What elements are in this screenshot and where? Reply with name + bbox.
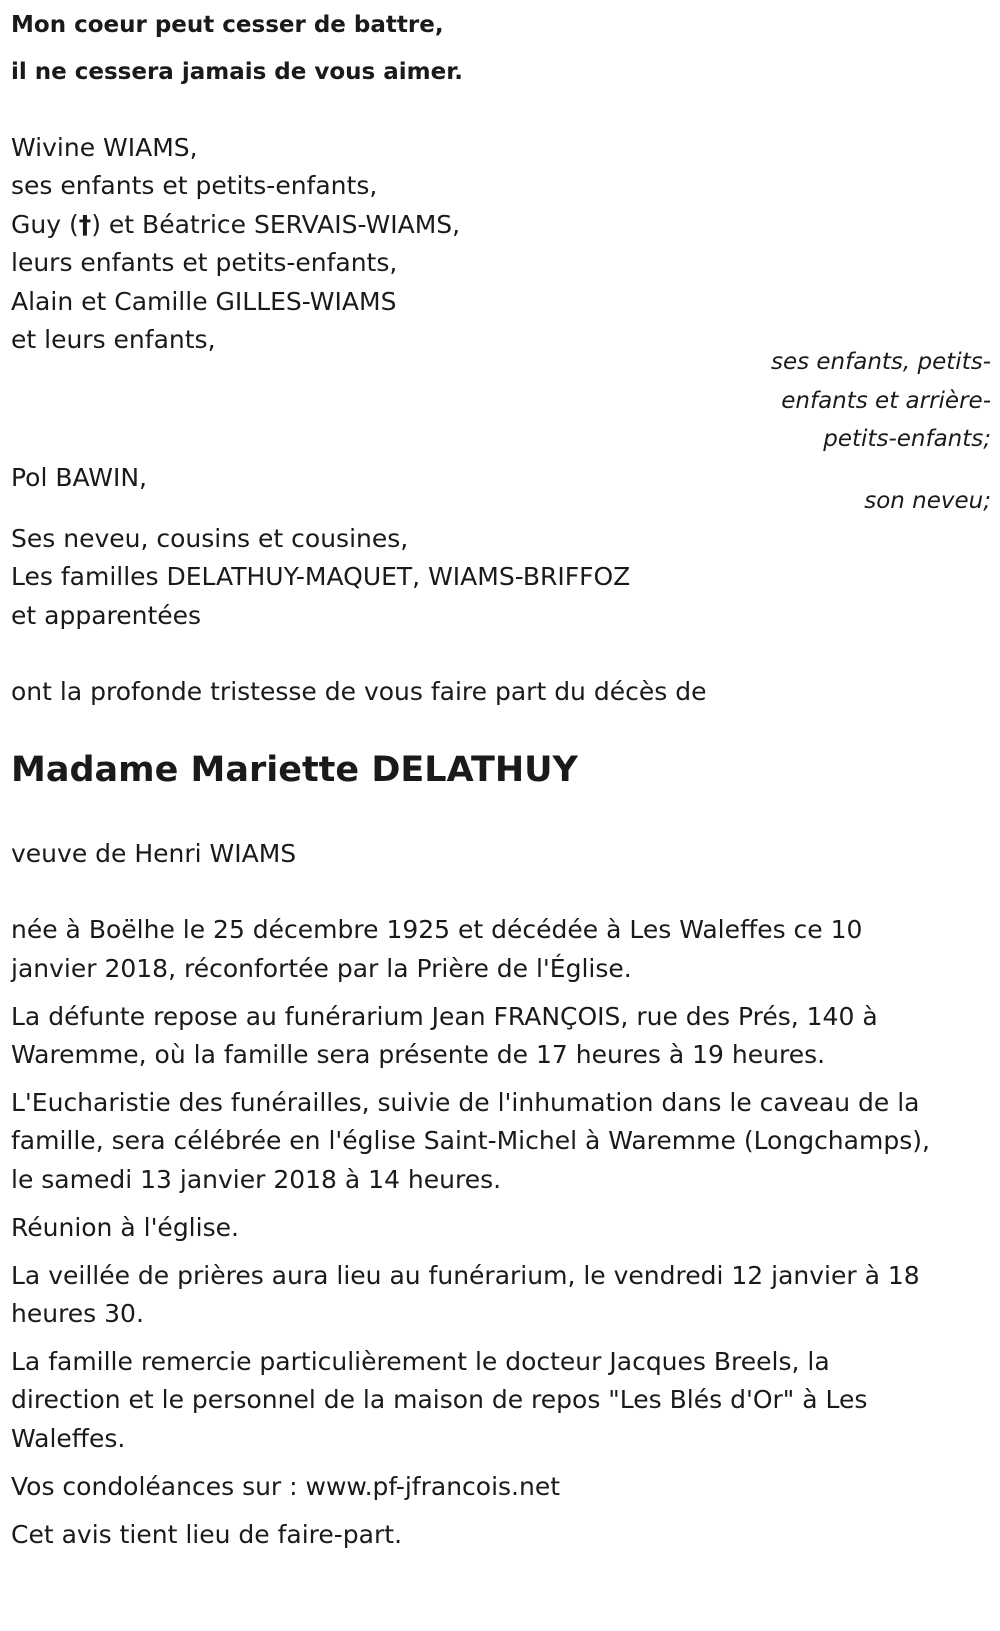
family-line-3-start: Guy ( xyxy=(11,210,79,239)
condolences-line: Vos condoléances sur : www.pf-jfrancois.net xyxy=(11,1472,561,1501)
spouse-line: veuve de Henri WIAMS xyxy=(11,839,297,868)
pol-bawin: Pol BAWIN, xyxy=(11,463,147,492)
epigraph-line-1: Mon coeur peut cesser de battre, xyxy=(11,12,444,38)
thanks-line-2: direction et le personnel de la maison de repos "Les Blés d'Or" à Les xyxy=(11,1385,868,1414)
funeral-line-3: le samedi 13 janvier 2018 à 14 heures. xyxy=(11,1165,502,1194)
family-line-5: Alain et Camille GILLES-WIAMS xyxy=(11,287,397,316)
extended-family-line-3: et apparentées xyxy=(11,601,202,630)
family-line-6: et leurs enfants, xyxy=(11,325,216,354)
thanks-line-1: La famille remercie particulièrement le docteur Jacques Breels, la xyxy=(11,1347,830,1376)
funeral-line-1: L'Eucharistie des funérailles, suivie de l'inhumation dans le caveau de la xyxy=(11,1088,920,1117)
birth-death-line-2: janvier 2018, réconfortée par la Prière de l'Église. xyxy=(11,954,632,983)
deceased-name: Madame Mariette DELATHUY xyxy=(11,750,578,790)
announcement: ont la profonde tristesse de vous faire part du décès de xyxy=(11,677,707,706)
extended-family-line-1: Ses neveu, cousins et cousines, xyxy=(11,524,409,553)
vigil-line-1: La veillée de prières aura lieu au funérarium, le vendredi 12 janvier à 18 xyxy=(11,1261,920,1290)
closing-line: Cet avis tient lieu de faire-part. xyxy=(11,1520,403,1549)
relation-nephew: son neveu; xyxy=(864,488,991,514)
family-line-2: ses enfants et petits-enfants, xyxy=(11,171,378,200)
family-line-3 xyxy=(11,210,460,240)
gathering-line: Réunion à l'église. xyxy=(11,1213,239,1242)
funeral-line-2: famille, sera célébrée en l'église Saint-Michel à Waremme (Longchamps), xyxy=(11,1126,930,1155)
relation-children-line-1: ses enfants, petits- xyxy=(770,349,991,375)
cross-icon: † xyxy=(78,210,92,239)
thanks-line-3: Waleffes. xyxy=(11,1424,126,1453)
family-line-3-end: ) et Béatrice SERVAIS-WIAMS, xyxy=(91,210,461,239)
epigraph-line-2: il ne cessera jamais de vous aimer. xyxy=(11,59,464,85)
funerarium-line-1: La défunte repose au funérarium Jean FRANÇOIS, rue des Prés, 140 à xyxy=(11,1002,878,1031)
extended-family-line-2: Les familles DELATHUY-MAQUET, WIAMS-BRIFFOZ xyxy=(11,562,631,591)
relation-children-line-3: petits-enfants; xyxy=(823,426,991,452)
relation-children-line-2: enfants et arrière- xyxy=(781,388,991,414)
family-line-1: Wivine WIAMS, xyxy=(11,133,198,162)
family-line-4: leurs enfants et petits-enfants, xyxy=(11,248,398,277)
vigil-line-2: heures 30. xyxy=(11,1299,144,1328)
funerarium-line-2: Waremme, où la famille sera présente de 17 heures à 19 heures. xyxy=(11,1040,826,1069)
birth-death-line-1: née à Boëlhe le 25 décembre 1925 et décédée à Les Waleffes ce 10 xyxy=(11,915,863,944)
